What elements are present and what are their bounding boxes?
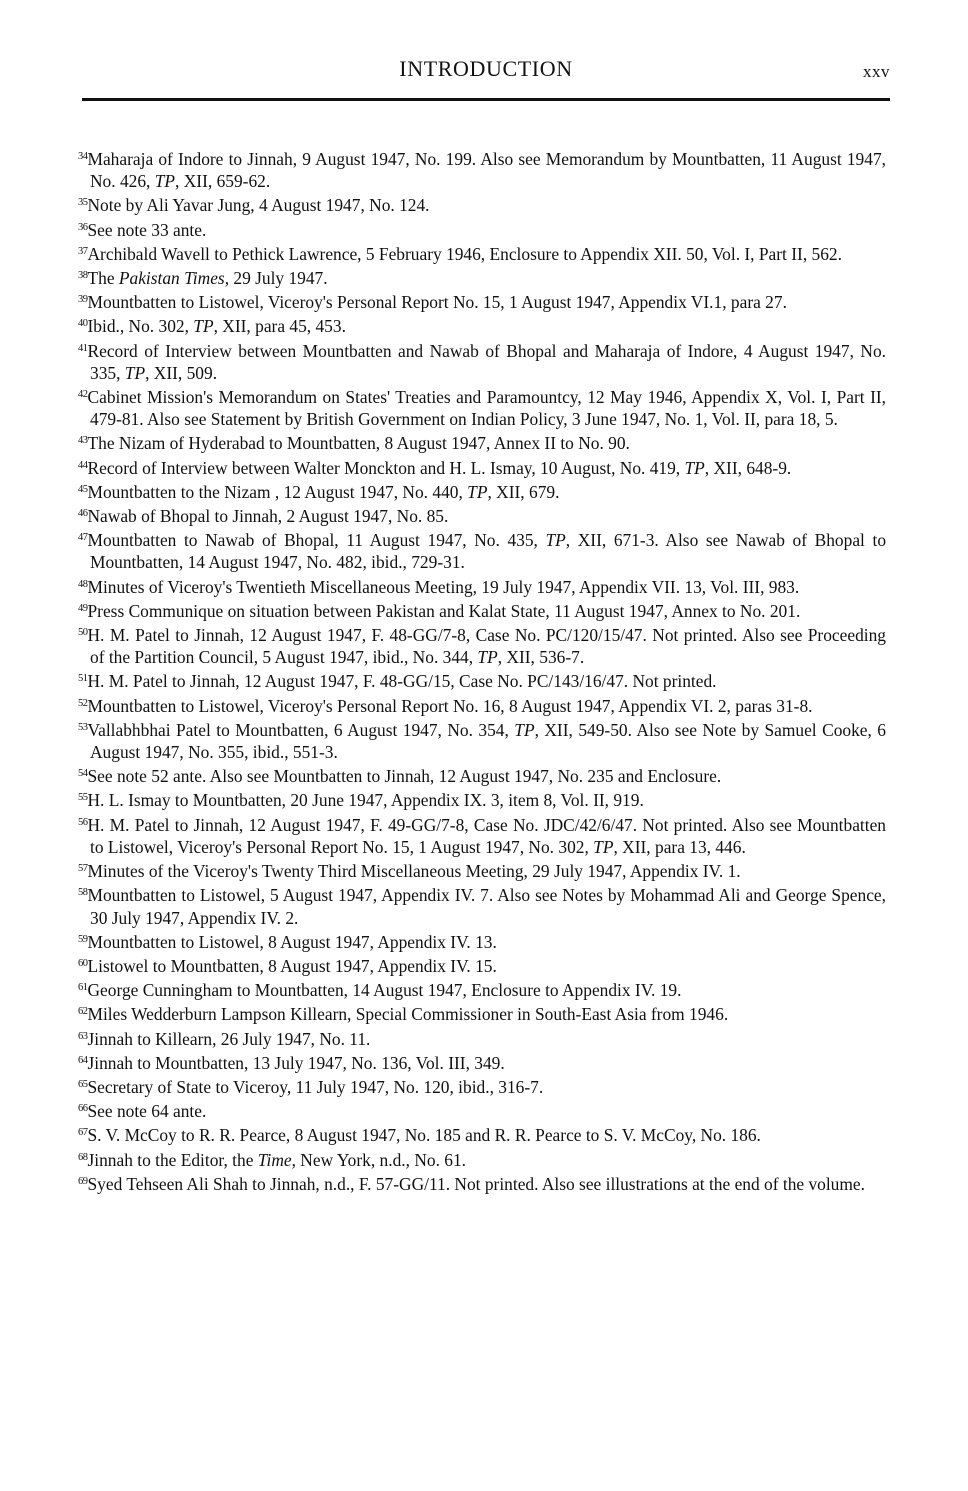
footnote-italic-text: TP: [193, 316, 214, 337]
footnote-text: Archibald Wavell to Pethick Lawrence, 5 February 1946, Enclosure to Appendix XII. 50, Vol. I, Part II, 562.: [87, 243, 842, 264]
footnote-text: Jinnah to Killearn, 26 July 1947, No. 11.: [87, 1028, 371, 1049]
footnote-number: 49: [78, 602, 88, 614]
footnote-italic-text: TP: [467, 481, 488, 502]
footnote-text: , XII, 536-7.: [497, 647, 585, 668]
footnote-62: [78, 1001, 886, 1025]
footnote-number: 44: [78, 459, 88, 471]
footnote-number: 35: [78, 197, 88, 209]
footnote-italic-text: TP: [514, 719, 535, 740]
footnote-number: 40: [78, 318, 88, 330]
footnote-number: 38: [78, 270, 88, 282]
page-title: INTRODUCTION: [399, 56, 573, 81]
footnote-text: Mountbatten to Listowel, 5 August 1947, Appendix IV. 7. Also see Notes by Mohammad Ali and George Spence, 30 July 1947, Appendix IV. 2.: [87, 885, 886, 928]
footnote-text: Maharaja of Indore to Jinnah, 9 August 1947, No. 199. Also see Memorandum by Mountbatten, 11 August 1947, No. 426,: [87, 149, 886, 192]
header-rule: [82, 98, 890, 101]
footnote-49: [78, 598, 886, 622]
footnote-number: 51: [78, 673, 88, 685]
footnote-text: , XII, para 13, 446.: [613, 836, 746, 857]
footnote-text: Press Communique on situation between Pakistan and Kalat State, 11 August 1947, Annex to No. 201.: [87, 600, 801, 621]
footnote-40: [78, 313, 886, 337]
footnote-46: [78, 503, 886, 527]
footnote-text: Mountbatten to Listowel, Viceroy's Personal Report No. 15, 1 August 1947, Appendix VI.1, para 27.: [87, 292, 787, 313]
footnote-45: [78, 479, 886, 503]
footnote-italic-text: Pakistan Times: [118, 268, 225, 289]
footnote-text: See note 52 ante. Also see Mountbatten to Jinnah, 12 August 1947, No. 235 and Enclosure.: [87, 766, 722, 787]
footnote-italic-text: TP: [545, 530, 566, 551]
footnote-number: 53: [78, 721, 88, 733]
footnote-58: [78, 882, 886, 928]
footnote-text: The Nizam of Hyderabad to Mountbatten, 8 August 1947, Annex II to No. 90.: [87, 433, 630, 454]
footnote-text: Listowel to Mountbatten, 8 August 1947, Appendix IV. 15.: [87, 955, 497, 976]
footnote-text: Note by Ali Yavar Jung, 4 August 1947, No. 124.: [87, 195, 430, 216]
footnote-text: , New York, n.d., No. 61.: [291, 1149, 467, 1170]
footnote-text: H. M. Patel to Jinnah, 12 August 1947, F. 48-GG/7-8, Case No. PC/120/15/47. Not printed. Also see Proceeding of the Partition Council, 5 August 1947, ibid., No. 344,: [87, 625, 886, 668]
footnote-60: [78, 953, 886, 977]
footnote-text: Vallabhbhai Patel to Mountbatten, 6 August 1947, No. 354,: [87, 719, 515, 740]
footnote-47: [78, 527, 886, 573]
footnote-53: [78, 717, 886, 763]
footnote-38: [78, 265, 886, 289]
footnote-text: H. M. Patel to Jinnah, 12 August 1947, F. 48-GG/15, Case No. PC/143/16/47. Not printed.: [87, 671, 717, 692]
footnote-text: , XII, 509.: [145, 362, 218, 383]
footnote-number: 36: [78, 221, 88, 233]
footnote-text: , XII, 679.: [487, 481, 560, 502]
footnote-italic-text: TP: [154, 171, 176, 192]
footnote-41: [78, 338, 886, 384]
footnote-text: Jinnah to the Editor, the: [87, 1149, 258, 1170]
footnote-italic-text: TP: [684, 457, 705, 478]
footnote-italic-text: TP: [124, 362, 146, 383]
footnote-number: 47: [78, 532, 88, 544]
footnote-text: Mountbatten to Listowel, 8 August 1947, Appendix IV. 13.: [87, 931, 497, 952]
footnote-56: [78, 812, 886, 858]
footnote-text: Mountbatten to Nawab of Bhopal, 11 August 1947, No. 435,: [87, 530, 546, 551]
footnote-35: [78, 192, 886, 216]
footnote-number: 66: [78, 1103, 88, 1115]
footnote-39: [78, 289, 886, 313]
footnote-text: George Cunningham to Mountbatten, 14 August 1947, Enclosure to Appendix IV. 19.: [87, 980, 682, 1001]
footnote-number: 52: [78, 697, 88, 709]
footnote-text: H. L. Ismay to Mountbatten, 20 June 1947, Appendix IX. 3, item 8, Vol. II, 919.: [87, 790, 644, 811]
footnote-number: 62: [78, 1006, 88, 1018]
footnote-number: 37: [78, 245, 88, 257]
footnote-text: Minutes of the Viceroy's Twenty Third Miscellaneous Meeting, 29 July 1947, Appendix IV. 1.: [87, 861, 741, 882]
footnote-48: [78, 574, 886, 598]
footnote-text: Miles Wedderburn Lampson Killearn, Special Commissioner in South-East Asia from 1946.: [87, 1004, 729, 1025]
footnote-number: 61: [78, 982, 88, 994]
footnote-number: 34: [78, 151, 88, 162]
footnote-text: Mountbatten to Listowel, Viceroy's Personal Report No. 16, 8 August 1947, Appendix VI. 2, paras 31-8.: [87, 695, 813, 716]
running-header: [82, 54, 890, 86]
footnote-text: , 29 July 1947.: [224, 268, 328, 289]
footnote-text: Record of Interview between Walter Monckton and H. L. Ismay, 10 August, No. 419,: [87, 457, 685, 478]
footnote-number: 50: [78, 627, 88, 639]
footnote-number: 65: [78, 1078, 88, 1090]
footnote-61: [78, 977, 886, 1001]
footnote-37: [78, 241, 886, 265]
footnotes-list: [78, 146, 886, 1195]
footnote-number: 46: [78, 508, 88, 520]
footnote-67: [78, 1122, 886, 1146]
footnote-text: S. V. McCoy to R. R. Pearce, 8 August 1947, No. 185 and R. R. Pearce to S. V. McCoy, No. 186.: [87, 1125, 761, 1146]
footnote-italic-text: TP: [477, 647, 498, 668]
footnote-text: Minutes of Viceroy's Twentieth Miscellaneous Meeting, 19 July 1947, Appendix VII. 13, Vol. III, 983.: [87, 576, 800, 597]
footnote-number: 56: [78, 816, 88, 828]
footnote-number: 55: [78, 792, 88, 804]
footnote-number: 68: [78, 1151, 88, 1163]
footnote-42: [78, 384, 886, 430]
footnote-57: [78, 858, 886, 882]
footnote-59: [78, 929, 886, 953]
footnote-number: 39: [78, 294, 88, 306]
footnote-51: [78, 668, 886, 692]
footnote-63: [78, 1026, 886, 1050]
footnote-text: Mountbatten to the Nizam , 12 August 1947, No. 440,: [87, 481, 468, 502]
page-number: xxv: [863, 62, 890, 81]
footnote-number: 42: [78, 389, 88, 401]
footnote-text: , XII, 648-9.: [704, 457, 792, 478]
footnote-52: [78, 693, 886, 717]
footnote-number: 48: [78, 578, 88, 590]
footnote-64: [78, 1050, 886, 1074]
footnote-number: 67: [78, 1127, 88, 1139]
footnote-65: [78, 1074, 886, 1098]
footnote-43: [78, 430, 886, 454]
footnote-italic-text: TP: [593, 836, 614, 857]
footnote-66: [78, 1098, 886, 1122]
footnote-50: [78, 622, 886, 668]
footnote-number: 57: [78, 863, 88, 875]
footnote-number: 43: [78, 435, 88, 447]
footnote-text: , XII, 659-62.: [175, 171, 271, 192]
footnote-number: 60: [78, 957, 88, 969]
footnote-text: Record of Interview between Mountbatten and Nawab of Bhopal and Maharaja of Indore, 4 August 1947, No. 335,: [87, 340, 886, 383]
footnote-text: Syed Tehseen Ali Shah to Jinnah, n.d., F. 57-GG/11. Not printed. Also see illustrations at the end of the volume.: [87, 1173, 865, 1194]
footnote-number: 58: [78, 887, 88, 899]
footnote-54: [78, 763, 886, 787]
footnote-text: Nawab of Bhopal to Jinnah, 2 August 1947, No. 85.: [87, 506, 449, 527]
footnote-34: [78, 146, 886, 192]
footnote-36: [78, 217, 886, 241]
footnote-text: See note 64 ante.: [87, 1101, 207, 1122]
footnote-number: 41: [78, 342, 88, 354]
footnote-text: , XII, 549-50. Also see Note by Samuel Cooke, 6 August 1947, No. 355, ibid., 551-3.: [90, 719, 886, 763]
footnote-55: [78, 787, 886, 811]
footnote-text: Ibid., No. 302,: [87, 316, 194, 337]
footnote-text: , XII, 671-3. Also see Nawab of Bhopal to Mountbatten, 14 August 1947, No. 482, ibid., 729-31.: [90, 530, 887, 573]
footnote-text: Jinnah to Mountbatten, 13 July 1947, No. 136, Vol. III, 349.: [87, 1052, 505, 1073]
footnote-number: 63: [78, 1030, 88, 1042]
footnote-text: See note 33 ante.: [87, 219, 207, 240]
footnote-number: 59: [78, 933, 88, 945]
footnote-text: Secretary of State to Viceroy, 11 July 1947, No. 120, ibid., 316-7.: [87, 1076, 544, 1097]
footnote-text: Cabinet Mission's Memorandum on States' Treaties and Paramountcy, 12 May 1946, Appendix X, Vol. I, Part II, 479-81. Also see Statement by British Government on Indian Policy, 3 June 1947, No. 1, Vol. II, para 18, 5.: [87, 387, 886, 430]
footnote-69: [78, 1171, 886, 1195]
footnote-text: H. M. Patel to Jinnah, 12 August 1947, F. 49-GG/7-8, Case No. JDC/42/6/47. Not printed. Also see Mountbatten to Listowel, Viceroy's Personal Report No. 15, 1 August 1947, No. 302,: [87, 814, 886, 857]
footnote-italic-text: Time: [257, 1149, 292, 1170]
footnote-number: 69: [78, 1175, 88, 1187]
footnote-44: [78, 455, 886, 479]
footnote-number: 45: [78, 483, 88, 495]
footnote-68: [78, 1147, 886, 1171]
footnote-text: , XII, para 45, 453.: [213, 316, 346, 337]
footnote-text: The: [87, 268, 119, 289]
footnote-number: 54: [78, 768, 88, 780]
footnote-number: 64: [78, 1054, 88, 1066]
